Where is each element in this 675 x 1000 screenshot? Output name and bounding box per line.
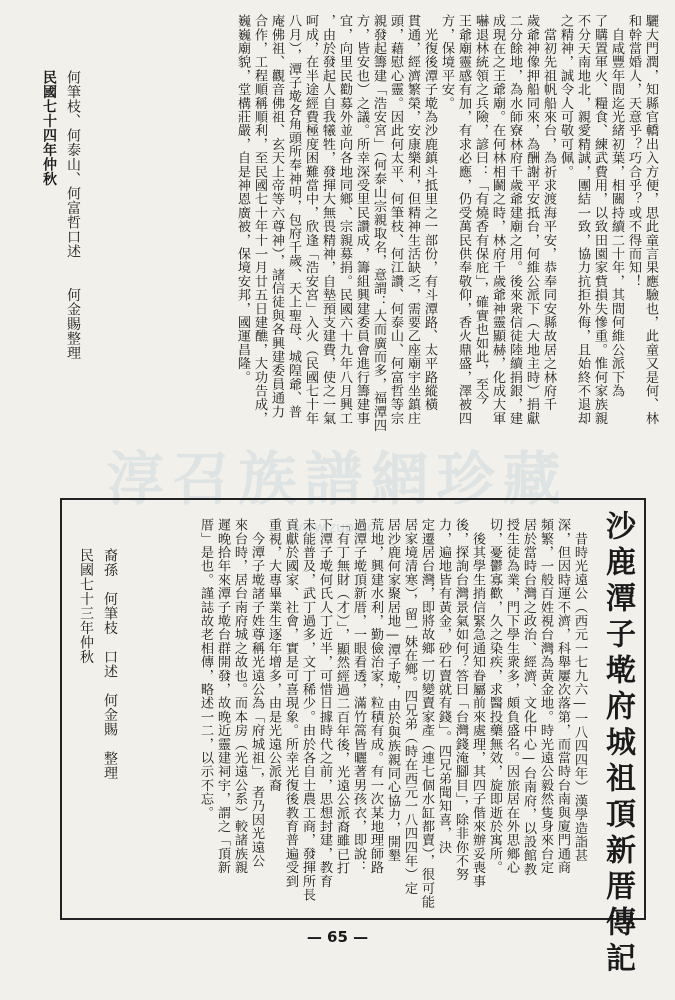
text-column: 不分天南地北，親愛精誠，團結一致，協力抗拒外侮，且始終不退却	[575, 14, 590, 425]
upper-body-text	[234, 14, 659, 484]
text-column: 成現在之王爺廟。在何林相鬬之時，林府千歲爺神靈顯赫，化成大軍	[490, 14, 505, 425]
text-column: 定遷居台灣，即將故鄉一切變賣家產（連七個水缸都賣），很可能	[419, 518, 434, 909]
text-column: 頭，藉慰心靈。因此何太平、何筆枝、何江讚、何泰山、何富哲等宗	[388, 14, 403, 425]
text-column: 方，皆安也）之議。所幸深受里民讚成，籌組興建委員會進行籌建事	[354, 14, 369, 425]
text-column: 深，但因時運不濟，科舉屢次落第，而當時台南與廈門通商	[555, 518, 570, 875]
text-column: 厝」是也。謹誌故老相傳，略述一二，以示不忘。	[198, 518, 213, 820]
page-number: — 65 —	[306, 928, 369, 946]
text-column: 驪大門潤，知縣官轎出入方便，思此童言果應驗也，此童又是何、林	[643, 14, 658, 425]
article-title: 沙鹿潭子墘府城祖頂新厝傳記	[600, 510, 635, 978]
text-column: 居於當時台灣之政治、經濟、文化中心—台南府，以設館教	[521, 518, 536, 876]
text-column: 自咸豐年間迄光緒初葉，相關持續二十年，其間何維公派下為	[609, 14, 624, 398]
text-column: 今潭子墘諸子姓尊稱光遠公為「府城祖」，者乃因光遠公	[249, 518, 264, 868]
watermark: 淳召族譜網珍藏	[106, 445, 569, 513]
text-column: 居沙鹿何家聚居地—潭子墘，由於與族親同心協力，開墾	[385, 518, 400, 863]
text-column: 親發起籌建「浩安宮」（何泰山宗親取名，意謂：大而廣而多，福潭四	[371, 14, 386, 433]
text-column: 貢獻於國家、社會，實是可喜現象。所幸光復後教育普遍受到	[283, 518, 298, 888]
lower-date: 民國七十三年仲秋	[78, 548, 94, 664]
text-column: 之精神，誠令人可敬可佩。	[558, 14, 573, 179]
text-column: ，由於發起人自我犧牲，發揮大無畏精神，自墊預支建費，使之一氣	[320, 14, 335, 425]
text-column: 巍巍廟貌，堂構莊嚴，自是神恩廣被，保境安邦，國運昌隆。	[235, 14, 250, 384]
text-column: 後，探詢台灣景氣如何？答曰「台灣錢淹腳目」，除非你不努	[453, 518, 468, 882]
text-column: 方，保境平安。	[439, 14, 454, 110]
text-column: 力，遍地皆有黃金，砂石賣就有錢」。四兄弟聞知喜，決	[436, 518, 451, 854]
text-column: 八月），潭子墘各角頭所奉神明，包府千歲、天上聖母、城隍爺、普	[286, 14, 301, 419]
text-column: 和幹當婚人，天意乎？巧合乎？或不得而知！	[626, 14, 641, 288]
text-column: 未能普及，武丁過多，文丁稀少。由於各自士農工商，發揮所長	[300, 518, 315, 902]
lower-signature	[74, 548, 122, 780]
text-column: 王爺廟靈感有加，有求必應，仍受萬民供奉敬仰，香火鼎盛，澤被四	[456, 14, 471, 425]
lower-authors: 裔孫 何筆枝 口述 何金賜 整理	[102, 548, 118, 780]
text-column: 合作，工程順稱順利，至民國七十年十一月廿五日建醮，大功告成，	[252, 14, 267, 425]
text-column: 重視，大專畢業生逐年增多，由是光遠公派裔	[266, 518, 281, 792]
text-column: 遲晚拾年來潭子墘台群開發，故晚近靈建祠宇，謂之「頂新	[215, 518, 230, 875]
text-column: 庵佛祖、觀音佛祖、玄天上帝等六尊神），諸信徒與各興建委員通力	[269, 14, 284, 419]
text-column: 二分餘地，為水師寮林府千歲爺建廟之用。後來衆信徒陸續捐銀，建	[507, 14, 522, 425]
text-column: 頻繁，一般百姓視台灣為黃金地。時光遠公毅然隻身來台定	[538, 518, 553, 875]
text-column: 了購置軍火、糧食、練武費用，以致田園家貲損失慘重。惟何家族親	[592, 14, 607, 425]
watermark-url: www.zupu.cn	[291, 520, 384, 536]
upper-authors: 何筆枝、何泰山、何富哲口述 何金賜整理	[65, 70, 81, 360]
text-column: 荒地，興建水利，勤儉治家，粒積有成。有一次某地理師路	[368, 518, 383, 875]
text-column: 嚇退林統領之兵險，諺曰：「有燒香有保庇」，確實也如此，至今	[473, 14, 488, 405]
text-column: 光復後潭子墘為沙鹿鎮斗抵里之一部份，有斗潭路、太平路縱橫	[422, 14, 437, 412]
text-column: 貫通，經濟繁榮，安康樂利，但精神生活缺乏，需要乙座廟宇坐鎮庄	[405, 14, 420, 425]
text-column: 昔時光遠公（西元一七九六—一八四四年）漢學造詣甚	[572, 518, 587, 863]
text-column: 後其學生捎信緊急通知眷屬前來處理，其四子偕來辦妥喪事	[470, 518, 485, 888]
text-column: 歲爺神像押船同來，為酬謝平安抵台，何維公派下（大地主時）捐獻	[524, 14, 539, 425]
text-column: 宜，向里民勸募外並向各地同鄉、宗親募捐。民國六十九年八月興工	[337, 14, 352, 425]
text-column: 切，憂鬱寡歡，久之染疾，求醫投藥無效，旋即逝於寓所。	[487, 518, 502, 875]
text-column: 當初先祖帆船來台，為祈求渡海平安，恭奉同安縣故居之林府千	[541, 14, 556, 412]
text-column: 授生徒為業，門下學生衆多，頗負盛名。因旅居在外思鄉心	[504, 518, 519, 875]
text-column: 過潭子墘頂新厝，一眼看透，滿竹篙皆曬著男孩衣，即說：	[351, 518, 366, 875]
upper-signature	[37, 70, 85, 360]
text-column: 呵成，在半途經費極度困難當中，欣逢「浩安宮」入火（民國七十年	[303, 14, 318, 425]
text-column: 「有丁無財（才）」，顯然經過二百年後，光遠公派裔雖已打	[334, 518, 349, 875]
text-column: 居家境清寒），留一妹在鄉。四兄弟（時在西元一八四四年）定	[402, 518, 417, 895]
lower-body-text	[197, 518, 588, 908]
text-column: 來台時，居台南府城之故也。而本房（光遠公系）較諸族親	[232, 518, 247, 875]
upper-date: 民國七十四年仲秋	[41, 70, 57, 186]
text-column: 下潭子墘何氏人丁近半，可惜日據時代之前，思想封建，教育	[317, 518, 332, 888]
